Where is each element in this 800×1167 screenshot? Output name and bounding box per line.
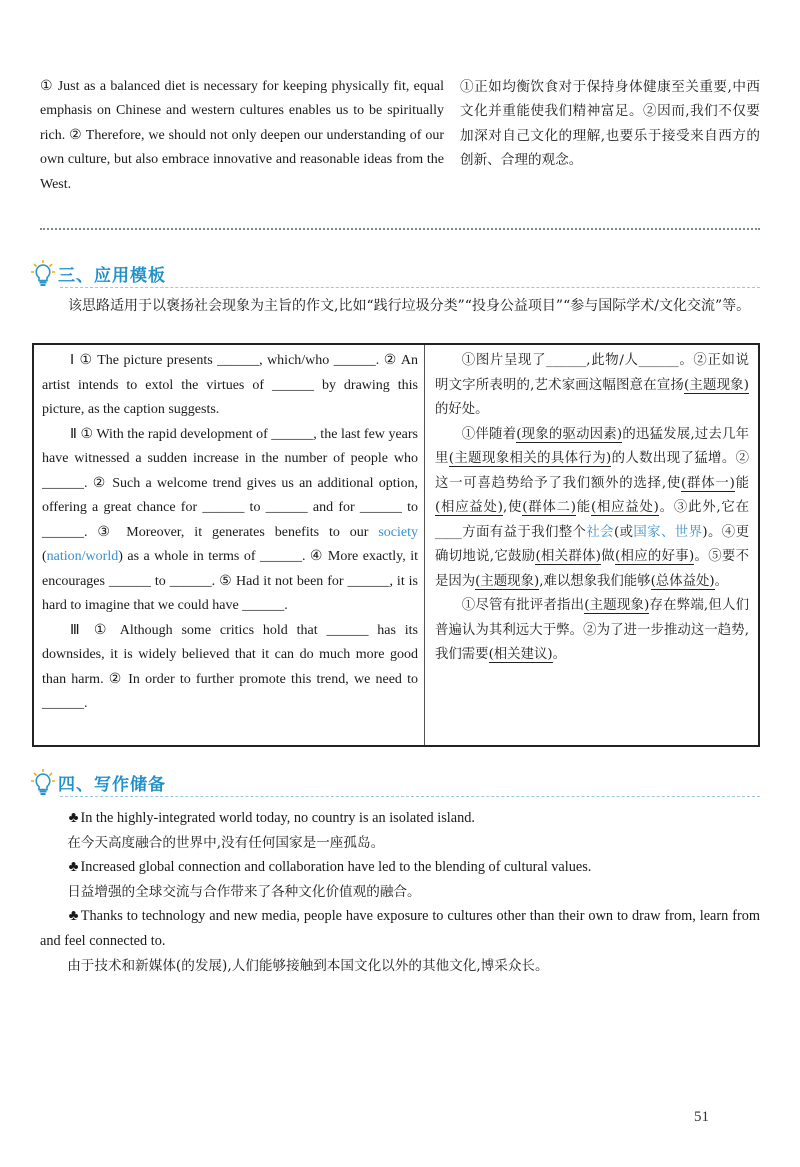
- storage-item-3-en-text: Thanks to technology and new media, people have exposure to cultures other than their own to draw from, learn from and feel connected to.: [40, 908, 760, 949]
- section3-heading: [30, 258, 760, 288]
- section4-title: 四、写作储备: [58, 774, 166, 795]
- zh-p2-c: 的人数出现了猛增。②这一可喜趋势给予了我们额外的选择,使: [435, 451, 750, 491]
- zh-p3-b: 存在弊端,但人们普遍认为其利远大于弊。②为了进一步推动这一趋势,我们需要: [435, 598, 750, 662]
- zh-p1-a: ①图片呈现了______,此物/人______。②正如说明文字所表明的,艺术家画这幅图意在宣扬: [435, 353, 749, 393]
- template-en-paragraph-3: [42, 619, 418, 717]
- zh-p3-c: 。: [552, 647, 566, 662]
- zh-p1-b: 的好处。: [435, 402, 489, 417]
- club-bullet-icon: ♣: [68, 859, 79, 876]
- template-en-p2-text-a: Ⅱ ① With the rapid development of ______, the last few years have witnessed a sudden increase in the number of people who ______. ② Such a welcome trend gives us an additional option, offering a great chance for ______ to ______ and for ______ to ______. ③ Moreover, it generates benefits to our: [42, 426, 418, 540]
- template-en-p1-text: Ⅰ ① The picture presents ______, which/who ______. ② An artist intends to extol the virtues of ______ by drawing this picture, as the caption suggests.: [42, 353, 418, 417]
- top-english-text: ① Just as a balanced diet is necessary for keeping physically fit, equal emphasis on Chinese and western cultures enables us to be spiritually rich. ② Therefore, we should not only deepen our understanding of our own culture, but also embrace innovative and reasonable ideas from the West.: [40, 79, 444, 192]
- zh-p2-b: 的迅猛发展,过去几年里: [435, 426, 750, 466]
- lightbulb-icon: [30, 259, 56, 287]
- zh-p2-u10: (总体益处): [650, 573, 715, 589]
- heading-rule: [60, 287, 760, 288]
- column-divider: [424, 345, 425, 745]
- lightbulb-icon: [30, 768, 56, 796]
- zh-p2-k: 。⑤要不是因为: [435, 549, 750, 589]
- zh-p2-d: 能: [734, 475, 749, 491]
- zh-p1-u1: (主题现象): [684, 377, 749, 393]
- template-en-p3-text: Ⅲ ① Although some critics hold that ______ has its downsides, it is widely believed that it can do much more good than harm. ② In order to further promote this trend, we need to ______.: [42, 622, 418, 711]
- template-box: [32, 343, 760, 747]
- zh-option-society: 社会: [586, 524, 614, 540]
- storage-item-2-zh: 日益增强的全球交流与合作带来了各种文化价值观的融合。: [67, 883, 421, 900]
- zh-p2-l: ,难以想象我们能够: [539, 573, 651, 589]
- club-bullet-icon: ♣: [68, 908, 79, 925]
- zh-p2-u7: (相关群体): [535, 549, 601, 564]
- section4-heading: [30, 767, 760, 797]
- top-chinese-text: ①正如均衡饮食对于保持身体健康至关重要,中西文化并重能使我们精神富足。②因而,我们不仅要加深对自己文化的理解,也要乐于接受来自西方的创新、合理的观念。: [460, 79, 760, 169]
- option-nation-world: nation/world: [46, 549, 119, 564]
- writing-storage-list: [40, 806, 760, 978]
- section3-intro: 该思路适用于以褒扬社会现象为主旨的作文,比如“践行垃圾分类”“投身公益项目”“参与国际学术/文化交流”等。: [68, 298, 751, 314]
- option-society: society: [378, 524, 418, 540]
- zh-p2-a: ①伴随着: [461, 426, 517, 442]
- template-en-p2-text-c: ) as a whole in terms of ______. ④ More exactly, it encourages ______ to ______. ⑤ Had it not been for ______, it is hard to imagine that we could have ______.: [42, 549, 418, 613]
- club-bullet-icon: ♣: [68, 810, 79, 826]
- storage-item-3-zh: 由于技术和新媒体(的发展),人们能够接触到本国文化以外的其他文化,博采众长。: [67, 957, 549, 974]
- zh-p3-a: ①尽管有批评者指出: [461, 598, 585, 613]
- zh-p2-u1: (现象的驱动因素): [516, 426, 623, 442]
- template-zh-paragraph-3: [435, 594, 749, 668]
- zh-p2-j: 做: [600, 549, 615, 564]
- zh-option-nation-world: 国家、世界: [633, 524, 703, 540]
- template-en-paragraph-2: [42, 423, 418, 619]
- storage-item-1-en-text: In the highly-integrated world today, no country is an isolated island.: [80, 810, 475, 826]
- page-number: 51: [694, 1109, 709, 1125]
- template-en-p2-text-b: (: [42, 549, 47, 564]
- zh-p2-i: )。④更确切地说,它鼓励: [435, 524, 749, 564]
- template-chinese-column: [435, 349, 749, 668]
- zh-p2-u2: (主题现象相关的具体行为): [448, 451, 612, 466]
- zh-p2-u4: (相应益处): [435, 500, 503, 515]
- storage-item-1-en: [40, 806, 760, 831]
- storage-item-2-en-text: Increased global connection and collaboration have led to the blending of cultural values.: [80, 859, 592, 876]
- storage-item-1-zh: 在今天高度融合的世界中,没有任何国家是一座孤岛。: [67, 834, 385, 851]
- zh-p2-u8: (相应的好事): [615, 549, 695, 564]
- storage-item-2-en: [40, 855, 760, 880]
- zh-p2-h: (或: [613, 524, 634, 540]
- zh-p3-u2: (相关建议): [488, 647, 553, 662]
- zh-p2-u5: (群体二): [522, 500, 576, 515]
- zh-p2-u6: (相应益处): [590, 500, 659, 515]
- zh-p2-g: 。③此外,它在____方面有益于我们整个: [435, 500, 750, 540]
- dotted-divider: [40, 228, 760, 230]
- zh-p3-u1: (主题现象): [584, 598, 650, 613]
- template-english-column: [42, 349, 418, 717]
- storage-item-3-en: [40, 904, 760, 953]
- template-zh-paragraph-1: [435, 349, 749, 423]
- zh-p2-u3: (群体一): [681, 475, 735, 491]
- zh-p2-e: ,使: [502, 500, 523, 515]
- zh-p2-m: 。: [714, 573, 728, 589]
- zh-p2-f: 能: [575, 500, 591, 515]
- template-zh-paragraph-2: [435, 423, 749, 595]
- zh-p2-u9: (主题现象): [475, 573, 540, 589]
- template-en-paragraph-1: [42, 349, 418, 423]
- section3-title: 三、应用模板: [58, 265, 166, 286]
- heading-rule: [60, 796, 760, 797]
